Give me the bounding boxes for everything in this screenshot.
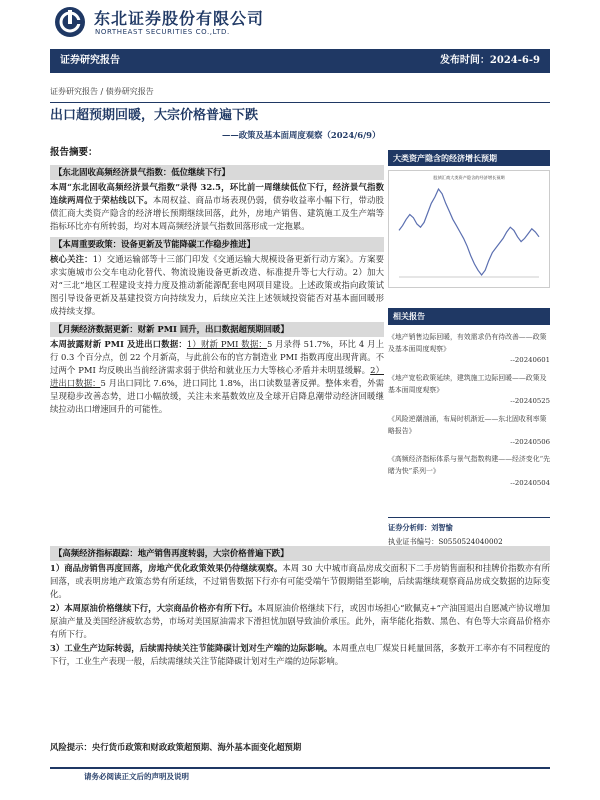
section-heading: 【高频经济指标跟踪：地产销售再度转弱，大宗价格普遍下跌】 — [50, 546, 550, 561]
publish-date: 发布时间：2024-6-9 — [439, 55, 540, 66]
footer-disclaimer[interactable]: 请务必阅读正文后的声明及说明 — [84, 772, 189, 781]
high-frequency-section — [50, 542, 550, 668]
footer-divider — [50, 767, 550, 769]
logo-company-name: 东北证券股份有限公司 — [94, 9, 265, 28]
page-title: 出口超预期回暖，大宗价格普遍下跌 — [50, 108, 259, 123]
analyst-license: 执业证书编号：S0550524040002 — [388, 536, 503, 546]
related-report-item[interactable]: 《地产宽松政策延续，建筑施工边际回暖——政策及基本面周度观察》 — [388, 373, 547, 394]
growth-expectation-chart — [388, 170, 550, 288]
section-text: 本周重点电厂煤炭日耗量回落，多数开工率亦有不同程度的下行，工业生产表现一般，后续需继续关注节能降碳计划对生产端的边际影响。 — [50, 643, 551, 667]
report-summary — [50, 146, 384, 416]
related-report-item[interactable]: 《地产销售边际回暖，有效需求仍有待改善——政策及基本面周度观察》 — [388, 332, 547, 353]
section-item-bold: 3）工业生产边际转弱，后续需持续关注节能降碳计划对生产端的边际影响。 — [50, 643, 333, 654]
section-paragraph — [50, 253, 384, 318]
section-text: 1）交通运输部等十三部门印发《交通运输大规模设备更新行动方案》。方案要求实施城市公交车电动化替代、物流设施设备更新改造、标准提升等七大行动。2）加大对“三北”地区工程建设支持力度及推动新能源配套电网项目建设。上述政策或指向政策试图引导设备更新及基建投资方向持续发力，后续应关注上述领域投资能否对基本面回暖形成持续支撑。 — [50, 253, 385, 316]
related-reports-heading: 相关报告 — [388, 308, 550, 324]
section-bold-text: 本周“东北固收高频经济景气指数”录得 32.5，环比前一周继续低位下行，经济景气指数连续两周位于荣枯线以下。 — [50, 181, 384, 205]
breadcrumb: 证券研究报告 / 债券研究报告 — [50, 87, 154, 96]
company-logo — [54, 6, 294, 42]
page-subtitle: ——政策及基本面周度观察（2024/6/9） — [222, 130, 381, 140]
analyst-name: 证券分析师：刘智愉 — [388, 523, 453, 532]
section-text: 5 月出口同比 7.6%，进口同比 1.8%，出口读数显著反弹。整体来看，外需呈现稳步改善态势，进口小幅放缓，关注未来基数效应及全球开启降息潮带动经济回暖继续拉动出口增速回升的可能性。 — [50, 377, 385, 414]
report-type-label: 证券研究报告 — [60, 55, 120, 66]
sidebar — [388, 150, 550, 488]
summary-label: 报告摘要： — [50, 147, 98, 158]
chart-title: 股债汇商大类资产隐含的经济增长预期 — [433, 175, 505, 181]
related-report-date: --20240601 — [510, 355, 550, 364]
section-item-label: 2）进出口数据： — [50, 364, 384, 388]
analyst-divider — [388, 517, 550, 518]
section-item-bold: 1）商品房销售再度回落，房地产优化政策效果仍待继续观察。 — [50, 563, 283, 574]
related-report-item[interactable]: 《风险逆潮汹涌，布局时机渐近——东北固收利率策略报告》 — [388, 414, 547, 435]
section-item-bold: 2）本周原油价格继续下行，大宗商品价格亦有所下行。 — [50, 603, 258, 614]
section-heading: 【东北固收高频经济景气指数：低位继续下行】 — [50, 165, 384, 180]
section-text: 5 月录得 51.7%，环比 4 月上行 0.3 个百分点，创 22 个月新高，与此前公布的官方制造业 PMI 指数再度出现背离。不过两个 PMI 均反映出当前经济需求弱于供给和就业压力大等核心矛盾并未明显缓解。 — [50, 338, 384, 375]
related-report-date: --20240525 — [510, 396, 550, 405]
section-paragraph — [50, 642, 550, 668]
header-divider — [50, 102, 550, 103]
section-paragraph — [50, 562, 550, 601]
section-heading: 【本周重要政策：设备更新及节能降碳工作稳步推进】 — [50, 237, 384, 252]
section-text: 本周权益、商品市场表现仍弱，债券收益率小幅下行，带动股债汇商大类资产隐含的经济增长预期继续回落，此外，房地产销售、建筑施工及生产端等指标环比亦有所转弱，均对本周高频经济景气指数回落形成一定拖累。 — [50, 194, 384, 231]
section-paragraph — [50, 181, 384, 233]
section-lead: 本周披露财新 PMI 及进出口数据： — [50, 338, 187, 349]
chart-heading: 大类资产隐含的经济增长预期 — [388, 150, 550, 166]
related-report-item[interactable]: 《高频经济指标体系与景气指数构建——经济变化“先睹为快”系列一》 — [388, 455, 551, 476]
section-text: 本周原油价格继续下行，或因市场担心“欧佩克+”产油国退出自愿减产协议增加原油产量及美国经济疲软态势，市场对美国原油需求下滑担忧加剧导致油价承压。此外，南华能化指数、黑色、有色等大宗商品价格亦有所下行。 — [50, 603, 550, 640]
section-lead: 核心关注： — [50, 253, 93, 264]
related-report-date: --20240504 — [510, 478, 550, 487]
section-text: 本周 30 大中城市商品房成交面积下二手房销售面积和挂牌价指数亦有所回落，或表明房地产政策态势有所延续，不过销售数据下行亦有可能受端午节假期错至影响，后续需继续观察商品房成交数据的边际变化。 — [50, 563, 550, 600]
risk-warning: 风险提示：央行货币政策和财政政策超预期、海外基本面变化超预期 — [50, 742, 302, 752]
section-paragraph — [50, 338, 384, 416]
logo-company-name-en: NORTHEAST SECURITIES CO.,LTD. — [95, 28, 230, 36]
logo-mark-icon — [54, 6, 86, 38]
chart-series-line — [399, 189, 539, 275]
report-type-bar — [50, 49, 550, 73]
section-paragraph — [50, 602, 550, 641]
section-heading: 【月频经济数据更新：财新 PMI 回升，出口数据超预期回暖】 — [50, 322, 384, 337]
section-item-label: 1）财新 PMI 数据： — [186, 338, 267, 349]
chart-plot — [389, 171, 549, 287]
related-report-date: --20240506 — [510, 437, 550, 446]
